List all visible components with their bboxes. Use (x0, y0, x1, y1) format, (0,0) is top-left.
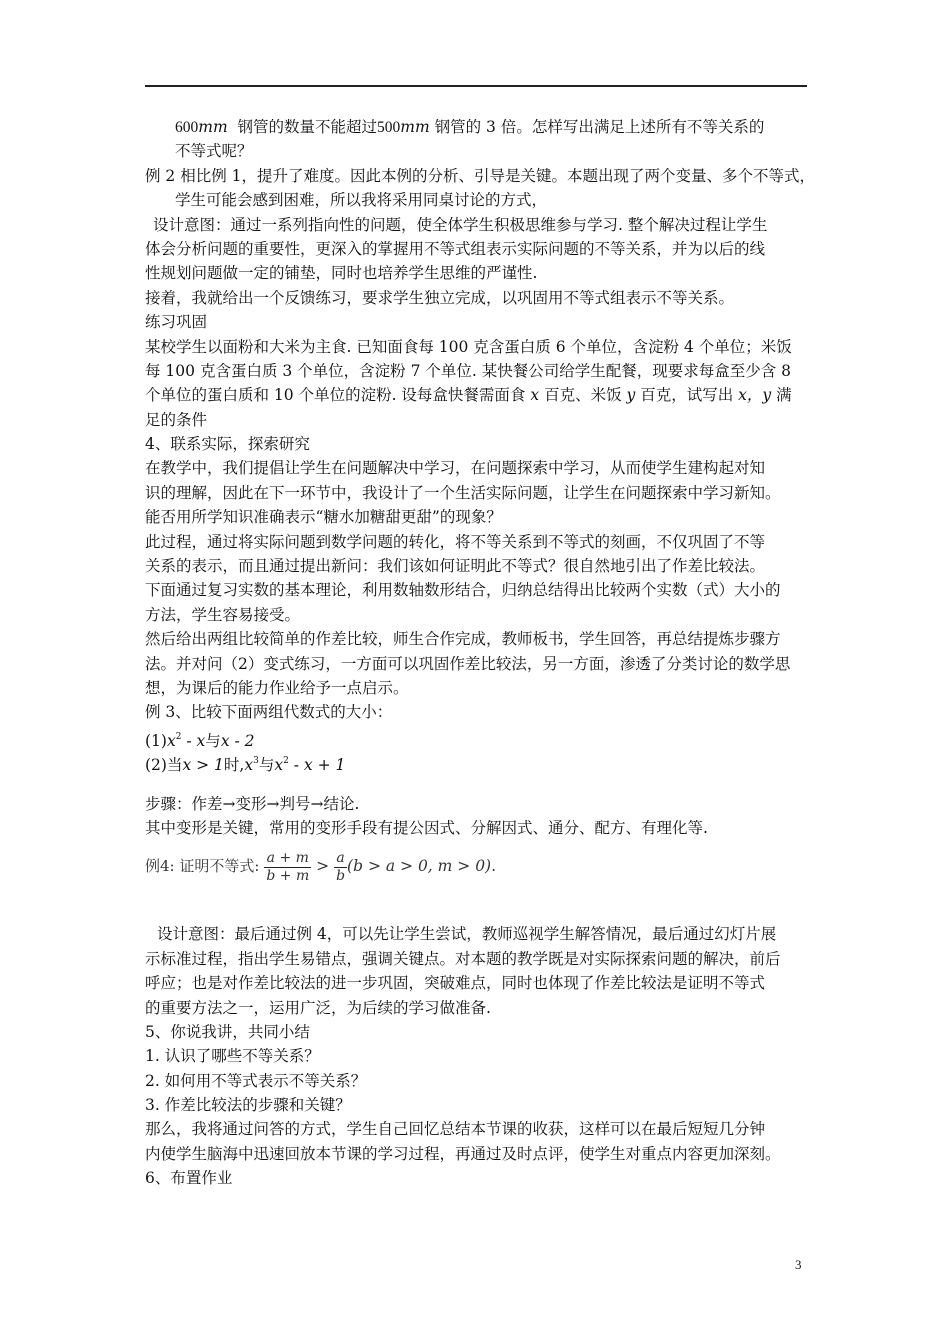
text: 百克，试写出 (640, 386, 734, 405)
text: 个单位的蛋白质和 10 个单位的淀粉. 设每盒快餐需面食 (145, 386, 526, 405)
paragraph-line: 方法，学生容易接受。 (145, 605, 301, 624)
paragraph-line: 想，为课后的能力作业给予一点启示。 (145, 678, 409, 697)
paragraph-line: 性规划问题做一定的铺垫，同时也培养学生思维的严谨性. (145, 264, 538, 283)
formula-var: x (244, 756, 254, 775)
paragraph-line: 关系的表示，而且通过提出新问：我们该如何证明此不等式？很自然地引出了作差比较法。 (145, 557, 766, 576)
paragraph-line: 内使学生脑海中迅速回放本节课的学习过程，再通过及时点评，使学生对重点内容更加深刻。 (145, 1144, 781, 1163)
paragraph-line: 接着，我就给出一个反馈练习，要求学生独立完成，以巩固用不等式组表示不等关系。 (145, 288, 735, 307)
formula-text: (1) (145, 731, 167, 750)
list-item: 2. 如何用不等式表示不等关系？ (145, 1071, 367, 1090)
variables-xy: x，y (738, 386, 772, 405)
paragraph-line: 步骤：作差→变形→判号→结论. (145, 794, 360, 813)
document-body (145, 115, 816, 1191)
formula-var: x (166, 731, 176, 750)
paragraph-line: 示标准过程，指出学生易错点，强调关键点。对本题的教学既是对实际探索问题的解决，前后 (145, 949, 781, 968)
paragraph-line: 其中变形是关键，常用的变形手段有提公因式、分解因式、通分、配方、有理化等. (145, 818, 708, 837)
value-500: 500 (377, 119, 401, 136)
formula-text: 时, (223, 756, 245, 775)
list-item: 3. 作差比较法的步骤和关键？ (145, 1096, 351, 1115)
denominator: b (336, 867, 346, 884)
formula-exp: 2 (283, 756, 289, 767)
formula-exp: 2 (175, 731, 182, 742)
variable-y: y (626, 386, 636, 405)
header-rule (145, 85, 807, 87)
numerator: a (334, 850, 347, 868)
paragraph-line: 法。并对问（2）变式练习，一方面可以巩固作差比较法，另一方面，渗透了分类讨论的数学思 (145, 654, 791, 673)
formula-1 (145, 725, 810, 749)
list-item: 1. 认识了哪些不等关系？ (145, 1047, 320, 1066)
section-heading: 6、布置作业 (145, 1169, 233, 1188)
formula-var: - x + 1 (288, 756, 346, 775)
paragraph-line (145, 115, 810, 139)
paragraph-line: 呼应；也是对作差比较法的进一步巩固，突破难点，同时也体现了作差比较法是证明不等式 (145, 974, 766, 993)
condition: (b > a > 0, m > 0). (347, 857, 497, 876)
paragraph-line: 下面通过复习实数的基本理论，利用数轴数形结合，归纳总结得出比较两个实数（式）大小的 (145, 581, 781, 600)
formula-text: 与 (205, 731, 221, 750)
paragraph-line: 例 2 相比例 1，提升了难度。因此本例的分析、引导是关键。本题出现了两个变量、多个不等式， (145, 166, 816, 185)
paragraph-line: 足的条件 (145, 410, 208, 429)
paragraph-line: 然后给出两组比较简单的作差比较，师生合作完成，教师板书，学生回答，再总结提炼步骤方 (145, 630, 781, 649)
example-heading: 例 3、比较下面两组代数式的大小： (145, 703, 393, 722)
paragraph-line: 那么，我将通过问答的方式，学生自己回忆总结本节课的收获，这样可以在最后短短几分钟 (145, 1120, 766, 1139)
paragraph-line: 学生可能会感到困难，所以我将采用同桌讨论的方式， (175, 191, 548, 210)
text: 满 (776, 386, 792, 405)
formula-text: (2)当 (145, 756, 183, 775)
unit-mm: mm (198, 118, 228, 136)
formula-var: - x (181, 731, 206, 750)
paragraph-line: 设计意图：最后通过例 4，可以先让学生尝试，教师巡视学生解答情况，最后通过幻灯片展 (157, 925, 777, 944)
section-label: 练习巩固 (145, 313, 208, 332)
paragraph-line: 某校学生以面粉和大米为主食. 已知面食每 100 克含蛋白质 6 个单位，含淀粉 4 个单位；米饭 (145, 337, 792, 356)
text: 钢管的 3 倍。怎样写出满足上述所有不等关系的 (434, 118, 765, 136)
value-600: 600 (175, 119, 199, 136)
fraction-left (264, 850, 311, 885)
paragraph-line: 设计意图：通过一系列指向性的问题，使全体学生积极思维参与学习. 整个解决过程让学生 (153, 215, 768, 234)
numerator: a + m (264, 850, 311, 868)
spacer (145, 892, 810, 922)
paragraph-line: 不等式呢？ (175, 142, 253, 161)
unit-mm: mm (400, 118, 430, 136)
paragraph-line: 每 100 克含蛋白质 3 个单位，含淀粉 7 个单位. 某快餐公司给学生配餐，现要求每盒至少含 8 (145, 361, 792, 380)
text: 钢管的数量不能超过 (237, 118, 378, 136)
formula-text: 与 (258, 756, 275, 775)
section-heading: 5、你说我讲，共同小结 (145, 1022, 310, 1041)
variable-x: x (530, 386, 540, 405)
section-heading: 4、联系实际，探索研究 (145, 435, 310, 454)
spacer (145, 774, 810, 792)
paragraph-line: 的重要方法之一，运用广泛，为后续的学习做准备. (145, 998, 491, 1017)
formula-var: x > 1 (182, 756, 224, 775)
greater-than: > (311, 857, 335, 876)
text: 百克、米饭 (544, 386, 622, 405)
paragraph-line: 能否用所学知识准确表示“糖水加糖甜更甜”的现象？ (145, 508, 502, 527)
formula-2 (145, 749, 810, 773)
example-4-label: 例4: 证明不等式: (145, 857, 260, 876)
page-number: 3 (795, 1257, 802, 1272)
paragraph-line (145, 383, 810, 407)
formula-var: x - 2 (220, 731, 255, 750)
denominator: b + m (266, 867, 310, 884)
paragraph-line: 此过程，通过将实际问题到数学问题的转化，将不等关系到不等式的刻画，不仅巩固了不等 (145, 532, 766, 551)
fraction-right (334, 850, 347, 885)
example-4-formula (145, 840, 810, 892)
paragraph-line: 体会分析问题的重要性，更深入的掌握用不等式组表示实际问题的不等关系，并为以后的线 (145, 239, 766, 258)
paragraph-line: 在教学中，我们提倡让学生在问题解决中学习，在问题探索中学习，从而使学生建构起对知 (145, 459, 766, 478)
formula-exp: 3 (253, 756, 259, 767)
paragraph-line: 识的理解，因此在下一环节中，我设计了一个生活实际问题，让学生在问题探索中学习新知。 (145, 483, 781, 502)
formula-var: x (274, 756, 284, 775)
